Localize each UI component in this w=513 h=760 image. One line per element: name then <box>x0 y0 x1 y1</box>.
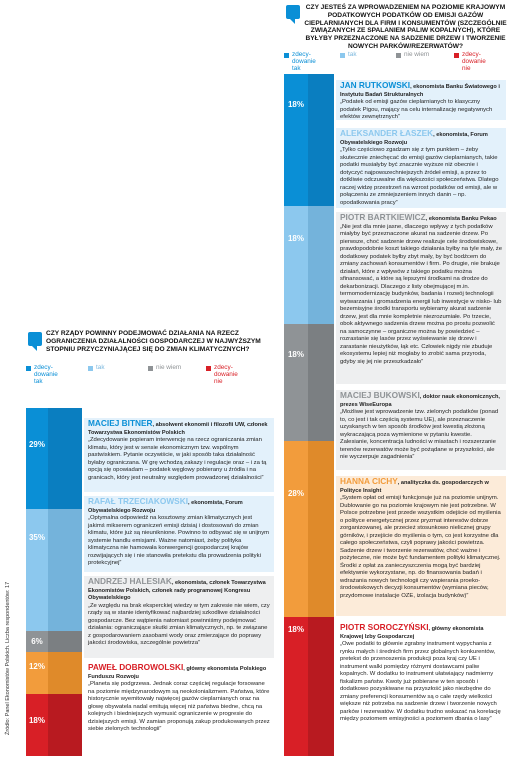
expert-name: HANNA CICHY <box>340 476 398 486</box>
pct-label: 29% <box>28 440 45 449</box>
left-bar-yes <box>26 408 48 509</box>
legend-dont-know-swatch <box>396 53 401 58</box>
right-side-strip <box>308 74 334 756</box>
expert-role: , ekonomista, Forum Obywatelskiego Rozwoju <box>88 500 243 514</box>
expert-quote: „Możliwe jest wprowadzenie tzw. zielonych podatków (ponad to, co jest i tak częścią systemu UE), ale przeznaczenie uzyskanych w ten sposób środków jest kwestią złożoną wykraczającą poza wymienione w pytaniu kwestie. Zalesianie, koncentracja ludności w miastach i rozszerzanie terenów rezerwatów może być pożądane w przyszłości, ale nie wyczerpuje zagadnienia” <box>340 409 499 460</box>
left-bar-rather-yes <box>26 509 48 631</box>
expert-quote: „Nie jest dla mnie jasne, dlaczego wpływy z tych podatków miałyby być przeznaczone akurat na sadzenie drzew. Po pierwsze, choć sadzenie drzew realizuje cele środowiskowe, prawdopodobnie koszt takiego działania byłby na tyle mały, że dodatkowy podatek byłby zbyt mały, by być bodźcem do zmiany zachowań konsumentów i firm. Po drugie, nie brakuje działań, które z wpływów z takiego podatku można sfinansować, a które są lepszymi środkami na drodze do dekarbonizacji. Dlaczego z listy obejmującej m.in. termomodernizację budynków, badania i rozwój technologii wytwarzania i gromadzenia energii lub inwestycje w nisko- lub bezemisyjne środki transportu wybieramy akurat sadzenie drzew, jest dla mnie kompletnie niezrozumiałe. Po trzecie, obok aktywnego sadzenia drzew można po prostu pozwolić na samoczynne – organiczne można by powiedzieć – rozrastanie się lasów przez wyświewanie się drzew i zarastanie nieużytków, łąk etc. Człowiek nigdy nie zbuduje ekosystemu lepiej niż mogłaby to zrobić sama przyroda, gdyby się jej nie przeszkadzało” <box>340 223 502 365</box>
left-side-strip <box>48 408 82 756</box>
pct-label: 18% <box>287 234 304 243</box>
expert-role: , główny ekonomista Krajowej Izby Gospodarczej <box>340 626 484 640</box>
left-bar-dont-know <box>26 631 48 652</box>
expert-quote: „Ze względu na brak eksperckiej wiedzy w tym zakresie nie wiem, czy rządy są w stanie identyfikować najbardziej szkodliwe działalności gospodarcze. Bez wątpienia natomiast powinniśmy podejmować działania: ograniczające skutki zmian klimatycznych, np. te związane z gospodarowaniem zasobami wody oraz zmierzające do poprawy jakości środowiska, szczególnie powietrza” <box>88 602 270 646</box>
legend-rather-yes-swatch <box>88 366 93 371</box>
expert-quote: „Podatek od emisji gazów cieplarnianych to klasyczny podatek Pigou, mający na celu internalizację negatywnych efektów zewnętrznych” <box>340 99 493 120</box>
legend-yes-swatch <box>284 53 289 58</box>
legend-dont-know-swatch <box>148 366 153 371</box>
right-bar-no <box>284 617 308 756</box>
expert-role: , główny ekonomista Polskiego Funduszu Rozwoju <box>88 666 267 680</box>
left-expert-box-1 <box>84 418 274 492</box>
expert-role: , ekonomista, członek Towarzystwa Ekonomistów Polskich, członek rady programowej Kongresu Obywatelskiego <box>88 580 266 601</box>
expert-quote: „Zdecydowanie popieram interwencję na rzecz ograniczania zmian klimatu, który jest w sensie ekonomicznym tzw. wspólnym pastwiskiem. Pytanie oczywiście, w jaki sposób taka działalność byłaby ograniczana. W grę wchodzą zakazy i regulacje oraz – i za tą opcją się opowiadam – podatek węglowy pobierany u źródła i na granicach, który jest neutralny względem prowadzonej działalności” <box>88 437 267 481</box>
right-bar-yes <box>284 74 308 206</box>
pct-label: 18% <box>287 350 304 359</box>
legend-rather-yes-swatch <box>340 53 345 58</box>
left-expert-box-4 <box>84 662 274 756</box>
expert-quote: „Owe podatki to głównie zgrabny instrument wypychania z rynku małych i średnich firm przez globalnych konkurentów, pretekst do przenoszenia produkcji poza kraj czy UE i instrument walki pomiędzy różnymi dostawcami paliw kopalnych. W dodatku to instrument ułatwiający nadmierny fiskalizm państw. Kwoty już pobierane w ten sposób i dodatkowo pozyskiwane na przyszłość jako niezbędne do zmiany preferencji konsumentów są o całe rzędy wielkości większe niż potrzeba na sadzenie drzew i tworzenie nowych parków i rezerwatów. W dodatku trudno wskazać na korelację między poziomem emisyjności a poziomem dbania o lasy” <box>340 641 501 722</box>
left-expert-box-2 <box>84 496 274 572</box>
pct-label: 18% <box>28 716 45 725</box>
pct-label: 18% <box>287 625 304 634</box>
expert-name: PIOTR SOROCZYŃSKI <box>340 622 429 632</box>
expert-role: , ekonomista Banku Pekao <box>425 216 497 222</box>
left-expert-box-3 <box>84 576 274 658</box>
right-expert-box-2 <box>336 128 506 208</box>
expert-name: RAFAŁ TRZECIAKOWSKI <box>88 496 189 506</box>
pct-label: 12% <box>28 662 45 671</box>
right-bar-dont-know <box>284 324 308 441</box>
right-bar-column <box>284 74 308 756</box>
expert-name: ALEKSANDER ŁASZEK <box>340 128 434 138</box>
question-icon <box>28 332 42 346</box>
expert-name: PAWEŁ DOBROWOLSKI <box>88 662 184 672</box>
expert-role: , ekonomista Banku Światowego i Instytutu Badań Strukturalnych <box>340 84 500 98</box>
right-expert-box-3 <box>336 212 506 384</box>
expert-role: , analityczka ds. gospodarczych w Polityce Insight <box>340 480 489 494</box>
left-bar-rather-no <box>26 652 48 694</box>
pct-label: 28% <box>287 489 304 498</box>
pct-label: 6% <box>31 637 43 646</box>
expert-quote: „Optymalna odpowiedź na kosztowny zmian klimatycznych jest jakimś mikserem ograniczeń emisji dzisiaj i dostosowań do zmian klimatu, które już są nieuniknione. Powinno to odbywać się w unijnym systemie handlu emisjami. Ważne natomiast, żeby polityka klimatyczna nie hamowała konwergencji gospodarczej krajów rozwijających się i nie stanowiła pretekstu dla prowadzenia polityki protekcyjnej” <box>88 515 270 566</box>
legend-no-swatch <box>454 53 459 58</box>
right-bar-rather-yes <box>284 206 308 324</box>
left-bar-column <box>26 408 48 756</box>
left-question: CZY RZĄDY POWINNY PODEJMOWAĆ DZIAŁANIA NA RZECZ OGRANICZENIA DZIAŁALNOŚCI GOSPODARCZEJ W NAJWYŻSZYM STOPNIU PRZYCZYNIAJĄCEJ SIĘ DO ZMIAN KLIMATYCZNYCH? <box>46 330 261 353</box>
right-expert-box-4 <box>336 390 506 470</box>
legend-no-swatch <box>206 366 211 371</box>
right-bar-rather-no <box>284 441 308 617</box>
right-question: CZY JESTEŚ ZA WPROWADZENIEM NA POZIOMIE KRAJOWYM PODATKOWYCH PODATKÓW OD EMISJI GAZÓW CIEPLARNIANYCH DLA FIRM I KONSUMENTÓW (SZCZEGÓLNIE ZWIĄZANYCH ZE SPALANIEM PALIW KOPALNYCH), KTÓRE BYŁYBY PRZEZNACZONE NA SADZENIE DRZEW I TWORZENIE NOWYCH PARKÓW/REZERWATÓW? <box>304 4 507 50</box>
expert-name: PIOTR BARTKIEWICZ <box>340 212 426 222</box>
right-expert-box-6 <box>336 622 506 756</box>
expert-name: MACIEJ BUKOWSKI <box>340 390 420 400</box>
expert-quote: „Planeta się podgrzewa. Jednak coraz częściej regulacje forsowane na poziomie międzynarodowym są neokolonializmem. Państwa, które historycznie wyemitowały najwięcej gazów cieplarnianych oraz na głowę obywatela nadal emitują więcej niż państwa biedne, chcą na kolejnych i biedniejszych wymusić ograniczenie w progresie do dzisiejszych emisji. W zamian proponują zakup produkowanych przez siebie zielonych technologii” <box>88 681 270 732</box>
left-bar-no <box>26 694 48 756</box>
expert-role: , absolwent ekonomii i filozofii UW, członek Towarzystwa Ekonomistów Polskich <box>88 422 268 436</box>
question-icon <box>286 5 300 19</box>
pct-label: 18% <box>287 100 304 109</box>
expert-quote: „Tylko częściowo zgadzam się z tym punktem – żeby skutecznie zniechęcać do emisji gazów cieplarnianych, takie podatki musiałyby być znacznie wyższe niż obecnie i dotyczyć najpowszechniejszych źródeł emisji, a przez to dotkliwie odczuwalne dla większości społeczeństwa. Dlatego raczej widzę przestrzeń na wzrost podatków od emisji, ale w połączeniu ze zmniejszeniem innych danin – np. opodatkowania pracy” <box>340 147 499 206</box>
expert-name: ANDRZEJ HALESIAK <box>88 576 172 586</box>
expert-name: MACIEJ BITNER <box>88 418 153 428</box>
pct-label: 35% <box>28 533 45 542</box>
expert-role: , doktor nauk ekonomicznych, prezes WiseEuropa <box>340 394 500 408</box>
expert-quote: „System opłat od emisji funkcjonuje już na poziomie unijnym. Dublowanie go na poziomie krajowym nie jest potrzebne. W Polsce potrzebne jest przede wszystkim odejście od myślenia o polityce energetycznej przez pryzmat interesów dobrze zorganizowanej, ale przecież stosunkowo nielicznej grupy górników, i przejście do myślenia o tym, co jest korzystne dla całego społeczeństwa, czyli poprawy jakości powietrza. Sadzenie drzew i tworzenie rezerwatów, choć ważne i pożyteczne, nie może być fundamentem polityki klimatycznej. Środki z opłat za zanieczyszczenia mogą być bardziej efektywnie wykorzystane, np. do finansowania badań i wdrażania nowych technologii czy wspierania proeko-środowiskowych decyzji konsumentów (wymiana pieców, przydomowe instalacje OZE, izolacja budynków)” <box>340 495 501 599</box>
source-note: Źródło: Panel Ekonomistów Polskich. Liczba respondentów: 17 <box>5 581 11 735</box>
legend-yes-swatch <box>26 366 31 371</box>
expert-role: , ekonomista, Forum Obywatelskiego Rozwoju <box>340 132 488 146</box>
right-expert-box-5 <box>336 476 506 616</box>
right-expert-box-1 <box>336 80 506 120</box>
expert-name: JAN RUTKOWSKI <box>340 80 411 90</box>
